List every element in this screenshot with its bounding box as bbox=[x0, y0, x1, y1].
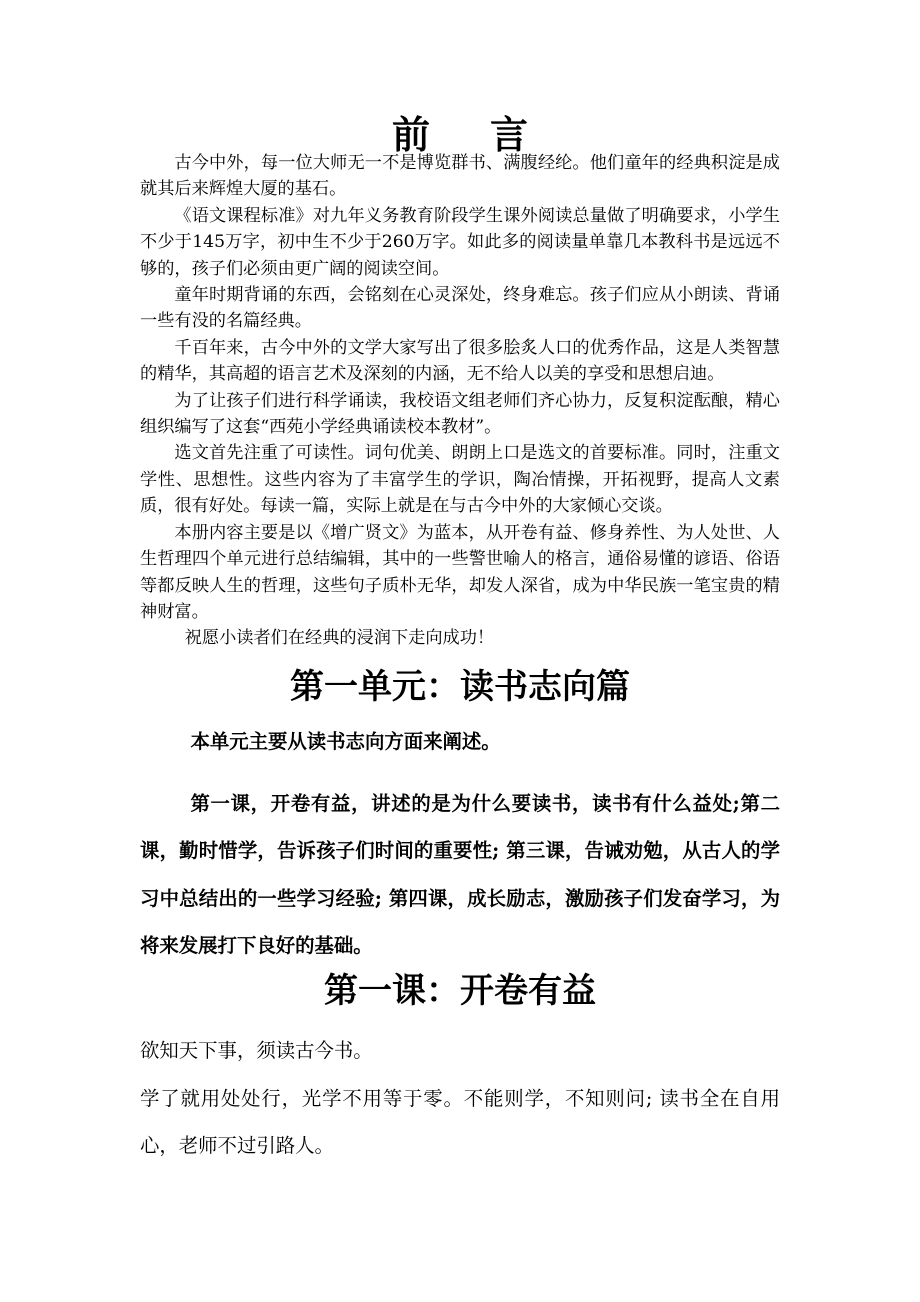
unit-overview: 第一课，开卷有益，讲述的是为什么要读书，读书有什么益处;第二课，勤时惜学，告诉孩子们时间的重要性; 第三课，告诫劝勉，从古人的学习中总结出的一些学习经验; 第四课，成长励志，激励孩子们发奋学习，为将来发展打下良好的基础。 bbox=[140, 791, 780, 957]
lesson-title: 第一课：开卷有益 bbox=[324, 971, 596, 1011]
preface-paragraph: 选文首先注重了可读性。词句优美、朗朗上口是选文的首要标准。同时，注重文学性、思想性。这些内容为了丰富学生的学识，陶冶情操，开拓视野，提高人文素质，很有好处。每读一篇，实际上就是在与古今中外的大家倾心交谈。 bbox=[140, 443, 780, 517]
unit-title: 第一单元：读书志向篇 bbox=[290, 667, 630, 707]
preface-paragraph: 本册内容主要是以《增广贤文》为蓝本，从开卷有益、修身养性、为人处世、人生哲理四个单元进行总结编辑，其中的一些警世喻人的格言，通俗易懂的谚语、俗语等都反映人生的哲理，这些句子质朴无华，却发人深省，成为中华民族一笔宝贵的精神财富。 bbox=[140, 522, 780, 622]
unit-body bbox=[140, 718, 780, 970]
lesson-line: 学了就用处处行，光学不用等于零。不能则学，不知则问; 读书全在自用心，老师不过引路人。 bbox=[140, 1086, 780, 1157]
preface-paragraph: 《语文课程标准》对九年义务教育阶段学生课外阅读总量做了明确要求，小学生不少于145万字，初中生不少于260万字。如此多的阅读量单靠几本教科书是远远不够的，孩子们必须由更广阔的阅读空间。 bbox=[140, 205, 780, 279]
preface-paragraph: 童年时期背诵的东西，会铭刻在心灵深处，终身难忘。孩子们应从小朗读、背诵一些有没的名篇经典。 bbox=[140, 285, 780, 332]
lesson-line: 欲知天下事，须读古今书。 bbox=[140, 1039, 373, 1062]
preface-body bbox=[140, 150, 780, 652]
unit-intro: 本单元主要从读书志向方面来阐述。 bbox=[190, 730, 501, 753]
preface-paragraph: 古今中外，每一位大师无一不是博览群书、满腹经纶。他们童年的经典积淀是成就其后来辉煌大厦的基石。 bbox=[140, 153, 780, 200]
lesson-body bbox=[140, 1027, 780, 1170]
preface-title: 前言 bbox=[391, 113, 588, 157]
preface-paragraph: 千百年来，古今中外的文学大家写出了很多脍炙人口的优秀作品，这是人类智慧的精华，其高超的语言艺术及深刻的内涵，无不给人以美的享受和思想启迪。 bbox=[140, 337, 780, 385]
preface-closing: 祝愿小读者们在经典的浸润下走向成功！ bbox=[184, 628, 495, 649]
preface-paragraph: 为了让孩子们进行科学诵读，我校语文组老师们齐心协力，反复积淀酝酿，精心组织编写了这套“西苑小学经典诵读校本教材”。 bbox=[140, 390, 780, 438]
